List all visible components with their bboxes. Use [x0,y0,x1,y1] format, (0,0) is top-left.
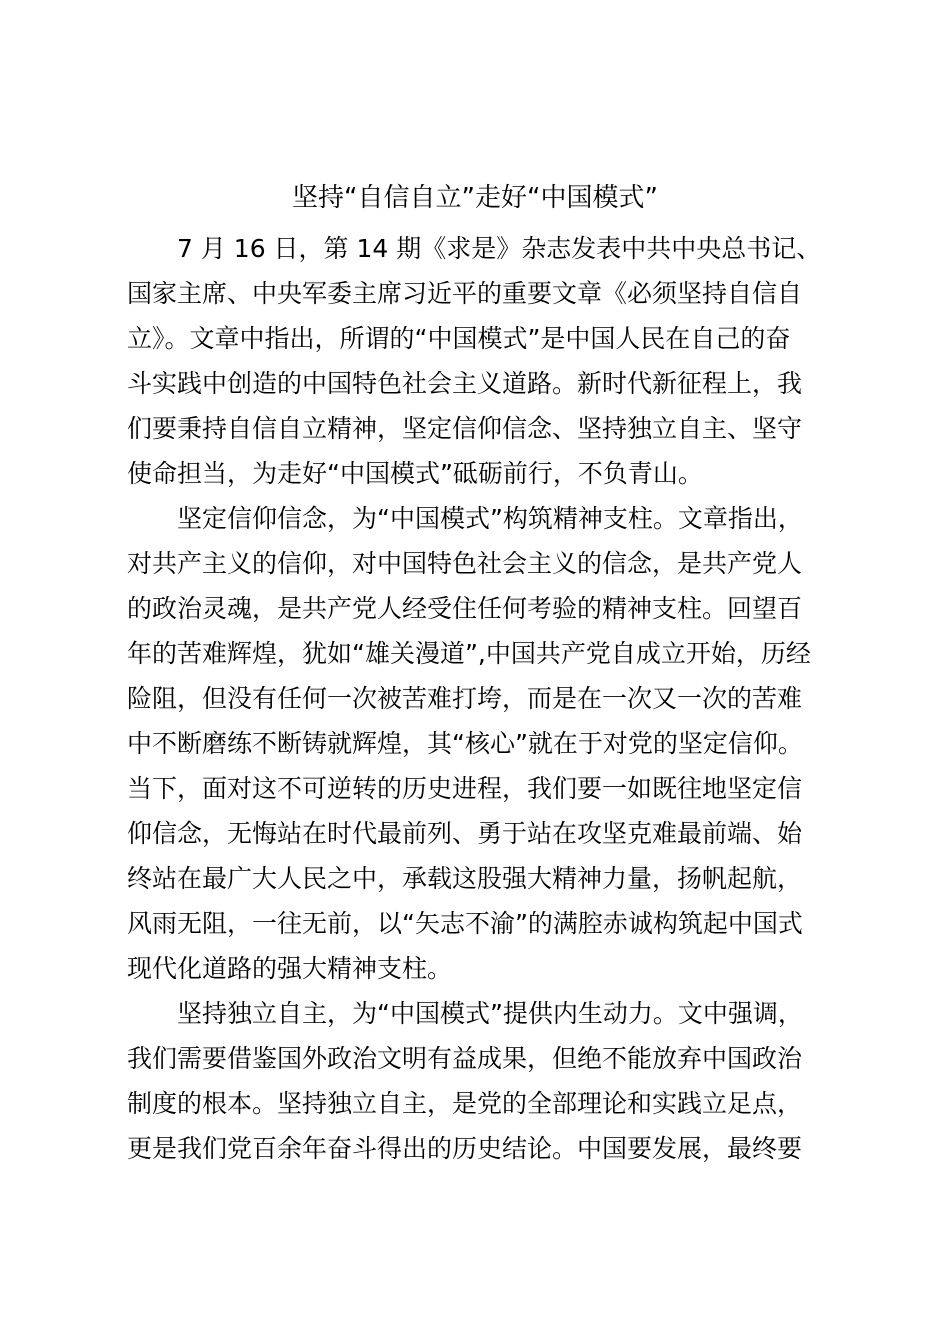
paragraph-2-line-8: 仰信念，无悔站在时代最前列、勇于站在攻坚克难最前端、始 [127,819,803,848]
paragraph-1-line-5: 们要秉持自信自立精神，坚定信仰信念、坚持独立自主、坚守 [127,414,803,443]
document-title: 坚持“自信自立”走好“中国模式” [292,183,658,213]
paragraph-2-line-10: 风雨无阻，一往无前，以“矢志不渝”的满腔赤诚构筑起中国式 [127,909,803,938]
paragraph-2-line-7: 当下，面对这不可逆转的历史进程，我们要一如既往地坚定信 [127,774,803,803]
paragraph-1-line-2: 国家主席、中央军委主席习近平的重要文章《必须坚持自信自 [127,279,803,308]
paragraph-2-line-5: 险阻，但没有任何一次被苦难打垮，而是在一次又一次的苦难 [127,684,803,713]
paragraph-2-line-6: 中不断磨练不断铸就辉煌，其“核心”就在于对党的坚定信仰。 [127,729,803,758]
paragraph-1-line-3: 立》。文章中指出，所谓的“中国模式”是中国人民在自己的奋 [127,324,791,353]
paragraph-2-line-1: 坚定信仰信念，为“中国模式”构筑精神支柱。文章指出， [177,504,803,533]
paragraph-2-line-9: 终站在最广大人民之中，承载这股强大精神力量，扬帆起航， [127,864,803,893]
paragraph-2-line-11: 现代化道路的强大精神支柱。 [127,954,453,983]
paragraph-2-line-4: 年的苦难辉煌，犹如“雄关漫道”,中国共产党自成立开始，历经 [127,639,811,668]
paragraph-1-line-1: 7 月 16 日，第 14 期《求是》杂志发表中共中央总书记、 [177,234,822,263]
paragraph-2-line-2: 对共产主义的信仰，对中国特色社会主义的信念，是共产党人 [127,549,803,578]
paragraph-3-line-1: 坚持独立自主，为“中国模式”提供内生动力。文中强调， [177,999,803,1028]
paragraph-3-line-4: 更是我们党百余年奋斗得出的历史结论。中国要发展，最终要 [127,1134,803,1163]
paragraph-1-line-4: 斗实践中创造的中国特色社会主义道路。新时代新征程上，我 [127,369,803,398]
paragraph-1-line-6: 使命担当，为走好“中国模式”砥砺前行，不负青山。 [127,459,703,488]
paragraph-3-line-2: 我们需要借鉴国外政治文明有益成果，但绝不能放弃中国政治 [127,1044,803,1073]
paragraph-3-line-3: 制度的根本。坚持独立自主，是党的全部理论和实践立足点， [127,1089,803,1118]
paragraph-2-line-3: 的政治灵魂，是共产党人经受住任何考验的精神支柱。回望百 [127,594,803,623]
